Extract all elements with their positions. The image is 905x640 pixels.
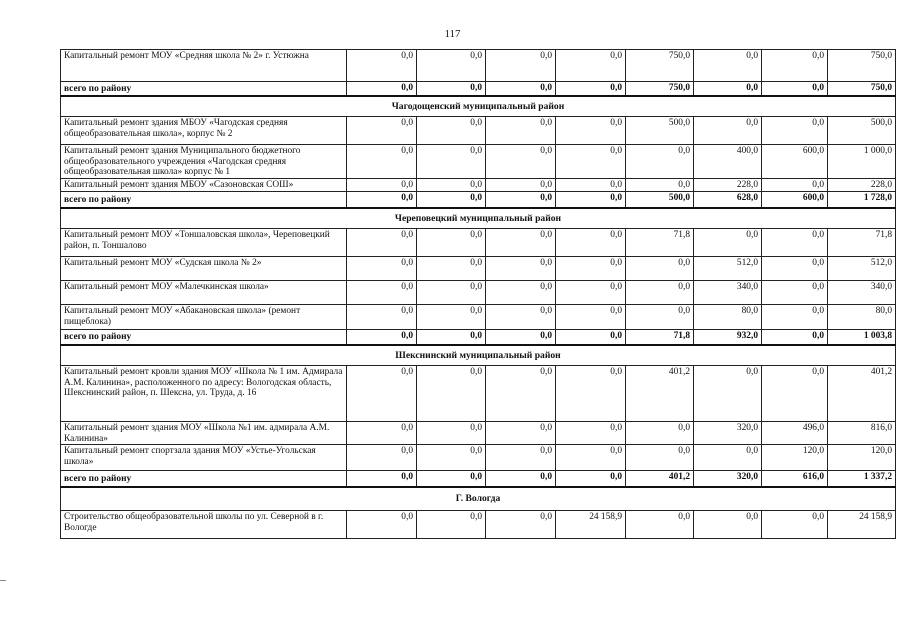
value-cell: 0,0 bbox=[486, 445, 556, 471]
value-cell: 0,0 bbox=[347, 422, 417, 445]
value-cell: 0,0 bbox=[556, 330, 626, 345]
value-cell: 0,0 bbox=[626, 422, 694, 445]
table-row bbox=[61, 145, 896, 179]
value-cell: 0,0 bbox=[556, 50, 626, 82]
value-cell: 340,0 bbox=[694, 281, 762, 305]
value-cell: 0,0 bbox=[694, 82, 762, 96]
value-cell: 0,0 bbox=[486, 366, 556, 422]
item-name: Капитальный ремонт здания МОУ «Школа №1 им. адмирала А.М. Калинина» bbox=[61, 422, 347, 445]
value-cell: 0,0 bbox=[762, 179, 828, 192]
district-total-row bbox=[61, 330, 896, 345]
value-cell: 0,0 bbox=[417, 117, 486, 145]
value-cell: 750,0 bbox=[828, 82, 896, 96]
value-cell: 0,0 bbox=[626, 257, 694, 281]
value-cell: 0,0 bbox=[762, 117, 828, 145]
table-row bbox=[61, 281, 896, 305]
value-cell: 120,0 bbox=[828, 445, 896, 471]
table-row bbox=[61, 445, 896, 471]
value-cell: 0,0 bbox=[556, 117, 626, 145]
value-cell: 0,0 bbox=[347, 145, 417, 179]
district-name: Чагодощенский муниципальный район bbox=[61, 96, 896, 117]
value-cell: 512,0 bbox=[694, 257, 762, 281]
value-cell: 0,0 bbox=[556, 192, 626, 208]
value-cell: 71,8 bbox=[828, 229, 896, 257]
value-cell: 816,0 bbox=[828, 422, 896, 445]
value-cell: 628,0 bbox=[694, 192, 762, 208]
item-name: Капитальный ремонт МОУ «Абакановская школа» (ремонт пищеблока) bbox=[61, 305, 347, 330]
value-cell: 0,0 bbox=[486, 330, 556, 345]
value-cell: 0,0 bbox=[486, 50, 556, 82]
value-cell: 0,0 bbox=[417, 305, 486, 330]
value-cell: 0,0 bbox=[556, 305, 626, 330]
value-cell: 0,0 bbox=[417, 229, 486, 257]
value-cell: 0,0 bbox=[347, 471, 417, 487]
value-cell: 0,0 bbox=[486, 471, 556, 487]
item-name: Капитальный ремонт спортзала здания МОУ «Устье-Угольская школа» bbox=[61, 445, 347, 471]
table-row bbox=[61, 422, 896, 445]
page-number: 117 bbox=[444, 28, 461, 40]
total-label: всего по району bbox=[61, 330, 347, 345]
value-cell: 0,0 bbox=[347, 305, 417, 330]
value-cell: 0,0 bbox=[417, 422, 486, 445]
value-cell: 320,0 bbox=[694, 422, 762, 445]
value-cell: 0,0 bbox=[694, 117, 762, 145]
value-cell: 0,0 bbox=[417, 511, 486, 539]
value-cell: 0,0 bbox=[486, 305, 556, 330]
value-cell: 80,0 bbox=[828, 305, 896, 330]
value-cell: 0,0 bbox=[694, 50, 762, 82]
value-cell: 0,0 bbox=[347, 229, 417, 257]
district-name: Череповецкий муниципальный район bbox=[61, 208, 896, 229]
value-cell: 0,0 bbox=[486, 179, 556, 192]
table-row bbox=[61, 179, 896, 192]
district-total-row bbox=[61, 192, 896, 208]
value-cell: 1 728,0 bbox=[828, 192, 896, 208]
value-cell: 616,0 bbox=[762, 471, 828, 487]
item-name: Капитальный ремонт МОУ «Судская школа № 2» bbox=[61, 257, 347, 281]
value-cell: 1 337,2 bbox=[828, 471, 896, 487]
value-cell: 0,0 bbox=[556, 445, 626, 471]
value-cell: 0,0 bbox=[762, 50, 828, 82]
section-header-row bbox=[61, 345, 896, 366]
table-row bbox=[61, 511, 896, 539]
item-name: Капитальный ремонт здания МБОУ «Чагодская средняя общеобразовательная школа», корпус № 2 bbox=[61, 117, 347, 145]
value-cell: 0,0 bbox=[762, 281, 828, 305]
value-cell: 0,0 bbox=[486, 192, 556, 208]
district-total-row bbox=[61, 471, 896, 487]
value-cell: 340,0 bbox=[828, 281, 896, 305]
district-total-row bbox=[61, 82, 896, 96]
section-header-row bbox=[61, 96, 896, 117]
item-name: Строительство общеобразовательной школы по ул. Северной в г. Вологде bbox=[61, 511, 347, 539]
value-cell: 1 003,8 bbox=[828, 330, 896, 345]
value-cell: 512,0 bbox=[828, 257, 896, 281]
value-cell: 0,0 bbox=[626, 179, 694, 192]
table-row bbox=[61, 257, 896, 281]
value-cell: 0,0 bbox=[486, 229, 556, 257]
value-cell: 0,0 bbox=[694, 229, 762, 257]
value-cell: 500,0 bbox=[626, 117, 694, 145]
value-cell: 496,0 bbox=[762, 422, 828, 445]
value-cell: 600,0 bbox=[762, 192, 828, 208]
value-cell: 0,0 bbox=[347, 82, 417, 96]
value-cell: 120,0 bbox=[762, 445, 828, 471]
value-cell: 401,2 bbox=[626, 471, 694, 487]
value-cell: 71,8 bbox=[626, 330, 694, 345]
value-cell: 0,0 bbox=[556, 366, 626, 422]
value-cell: 0,0 bbox=[694, 445, 762, 471]
value-cell: 24 158,9 bbox=[828, 511, 896, 539]
table-row bbox=[61, 117, 896, 145]
value-cell: 0,0 bbox=[556, 281, 626, 305]
value-cell: 0,0 bbox=[762, 511, 828, 539]
value-cell: 1 000,0 bbox=[828, 145, 896, 179]
value-cell: 0,0 bbox=[762, 82, 828, 96]
value-cell: 0,0 bbox=[347, 117, 417, 145]
value-cell: 401,2 bbox=[626, 366, 694, 422]
value-cell: 932,0 bbox=[694, 330, 762, 345]
value-cell: 0,0 bbox=[556, 229, 626, 257]
value-cell: 80,0 bbox=[694, 305, 762, 330]
value-cell: 0,0 bbox=[417, 145, 486, 179]
budget-table bbox=[60, 49, 896, 539]
value-cell: 0,0 bbox=[556, 145, 626, 179]
value-cell: 228,0 bbox=[694, 179, 762, 192]
value-cell: 0,0 bbox=[417, 82, 486, 96]
table-row bbox=[61, 366, 896, 422]
value-cell: 600,0 bbox=[762, 145, 828, 179]
value-cell: 0,0 bbox=[556, 82, 626, 96]
value-cell: 0,0 bbox=[486, 257, 556, 281]
section-header-row bbox=[61, 208, 896, 229]
value-cell: 0,0 bbox=[417, 281, 486, 305]
item-name: Капитальный ремонт кровли здания МОУ «Школа № 1 им. Адмирала А.М. Калинина», расположенного по адресу: Вологодская область, Шекснинский район, п. Шексна, ул. Труда, д. 16 bbox=[61, 366, 347, 422]
total-label: всего по району bbox=[61, 192, 347, 208]
value-cell: 750,0 bbox=[828, 50, 896, 82]
value-cell: 0,0 bbox=[486, 511, 556, 539]
value-cell: 0,0 bbox=[347, 281, 417, 305]
value-cell: 0,0 bbox=[762, 257, 828, 281]
value-cell: 0,0 bbox=[626, 445, 694, 471]
value-cell: 0,0 bbox=[556, 257, 626, 281]
value-cell: 0,0 bbox=[626, 281, 694, 305]
value-cell: 0,0 bbox=[486, 145, 556, 179]
table-row bbox=[61, 50, 896, 82]
value-cell: 401,2 bbox=[828, 366, 896, 422]
total-label: всего по району bbox=[61, 471, 347, 487]
value-cell: 0,0 bbox=[626, 511, 694, 539]
value-cell: 0,0 bbox=[347, 257, 417, 281]
item-name: Капитальный ремонт МОУ «Средняя школа № 2» г. Устюжна bbox=[61, 50, 347, 82]
table-row bbox=[61, 229, 896, 257]
section-header-row bbox=[61, 487, 896, 511]
value-cell: 0,0 bbox=[762, 305, 828, 330]
value-cell: 0,0 bbox=[694, 366, 762, 422]
value-cell: 400,0 bbox=[694, 145, 762, 179]
value-cell: 0,0 bbox=[417, 366, 486, 422]
value-cell: 500,0 bbox=[828, 117, 896, 145]
value-cell: 0,0 bbox=[556, 471, 626, 487]
value-cell: 0,0 bbox=[556, 422, 626, 445]
value-cell: 71,8 bbox=[626, 229, 694, 257]
value-cell: 0,0 bbox=[762, 366, 828, 422]
total-label: всего по району bbox=[61, 82, 347, 96]
value-cell: 228,0 bbox=[828, 179, 896, 192]
value-cell: 0,0 bbox=[556, 179, 626, 192]
value-cell: 0,0 bbox=[486, 117, 556, 145]
table-row bbox=[61, 305, 896, 330]
budget-table-body bbox=[61, 50, 896, 539]
value-cell: 0,0 bbox=[417, 445, 486, 471]
value-cell: 0,0 bbox=[347, 330, 417, 345]
value-cell: 0,0 bbox=[762, 330, 828, 345]
scan-mark bbox=[0, 580, 6, 581]
value-cell: 0,0 bbox=[626, 145, 694, 179]
value-cell: 0,0 bbox=[417, 179, 486, 192]
value-cell: 0,0 bbox=[347, 50, 417, 82]
value-cell: 0,0 bbox=[347, 192, 417, 208]
district-name: Г. Вологда bbox=[61, 487, 896, 511]
value-cell: 0,0 bbox=[347, 445, 417, 471]
value-cell: 0,0 bbox=[417, 471, 486, 487]
item-name: Капитальный ремонт здания Муниципального бюджетного общеобразовательного учреждения «Чагодская средняя общеобразовательная школа» корпус № 1 bbox=[61, 145, 347, 179]
value-cell: 0,0 bbox=[417, 257, 486, 281]
value-cell: 320,0 bbox=[694, 471, 762, 487]
value-cell: 0,0 bbox=[417, 192, 486, 208]
value-cell: 0,0 bbox=[347, 179, 417, 192]
value-cell: 750,0 bbox=[626, 82, 694, 96]
item-name: Капитальный ремонт здания МБОУ «Сазоновская СОШ» bbox=[61, 179, 347, 192]
value-cell: 0,0 bbox=[417, 50, 486, 82]
value-cell: 0,0 bbox=[626, 305, 694, 330]
value-cell: 0,0 bbox=[762, 229, 828, 257]
item-name: Капитальный ремонт МОУ «Тоншаловская школа», Череповецкий район, п. Тоншалово bbox=[61, 229, 347, 257]
value-cell: 750,0 bbox=[626, 50, 694, 82]
item-name: Капитальный ремонт МОУ «Малечкинская школа» bbox=[61, 281, 347, 305]
value-cell: 0,0 bbox=[486, 82, 556, 96]
district-name: Шекснинский муниципальный район bbox=[61, 345, 896, 366]
value-cell: 24 158,9 bbox=[556, 511, 626, 539]
value-cell: 0,0 bbox=[486, 422, 556, 445]
value-cell: 500,0 bbox=[626, 192, 694, 208]
value-cell: 0,0 bbox=[347, 366, 417, 422]
value-cell: 0,0 bbox=[486, 281, 556, 305]
value-cell: 0,0 bbox=[347, 511, 417, 539]
value-cell: 0,0 bbox=[417, 330, 486, 345]
value-cell: 0,0 bbox=[694, 511, 762, 539]
